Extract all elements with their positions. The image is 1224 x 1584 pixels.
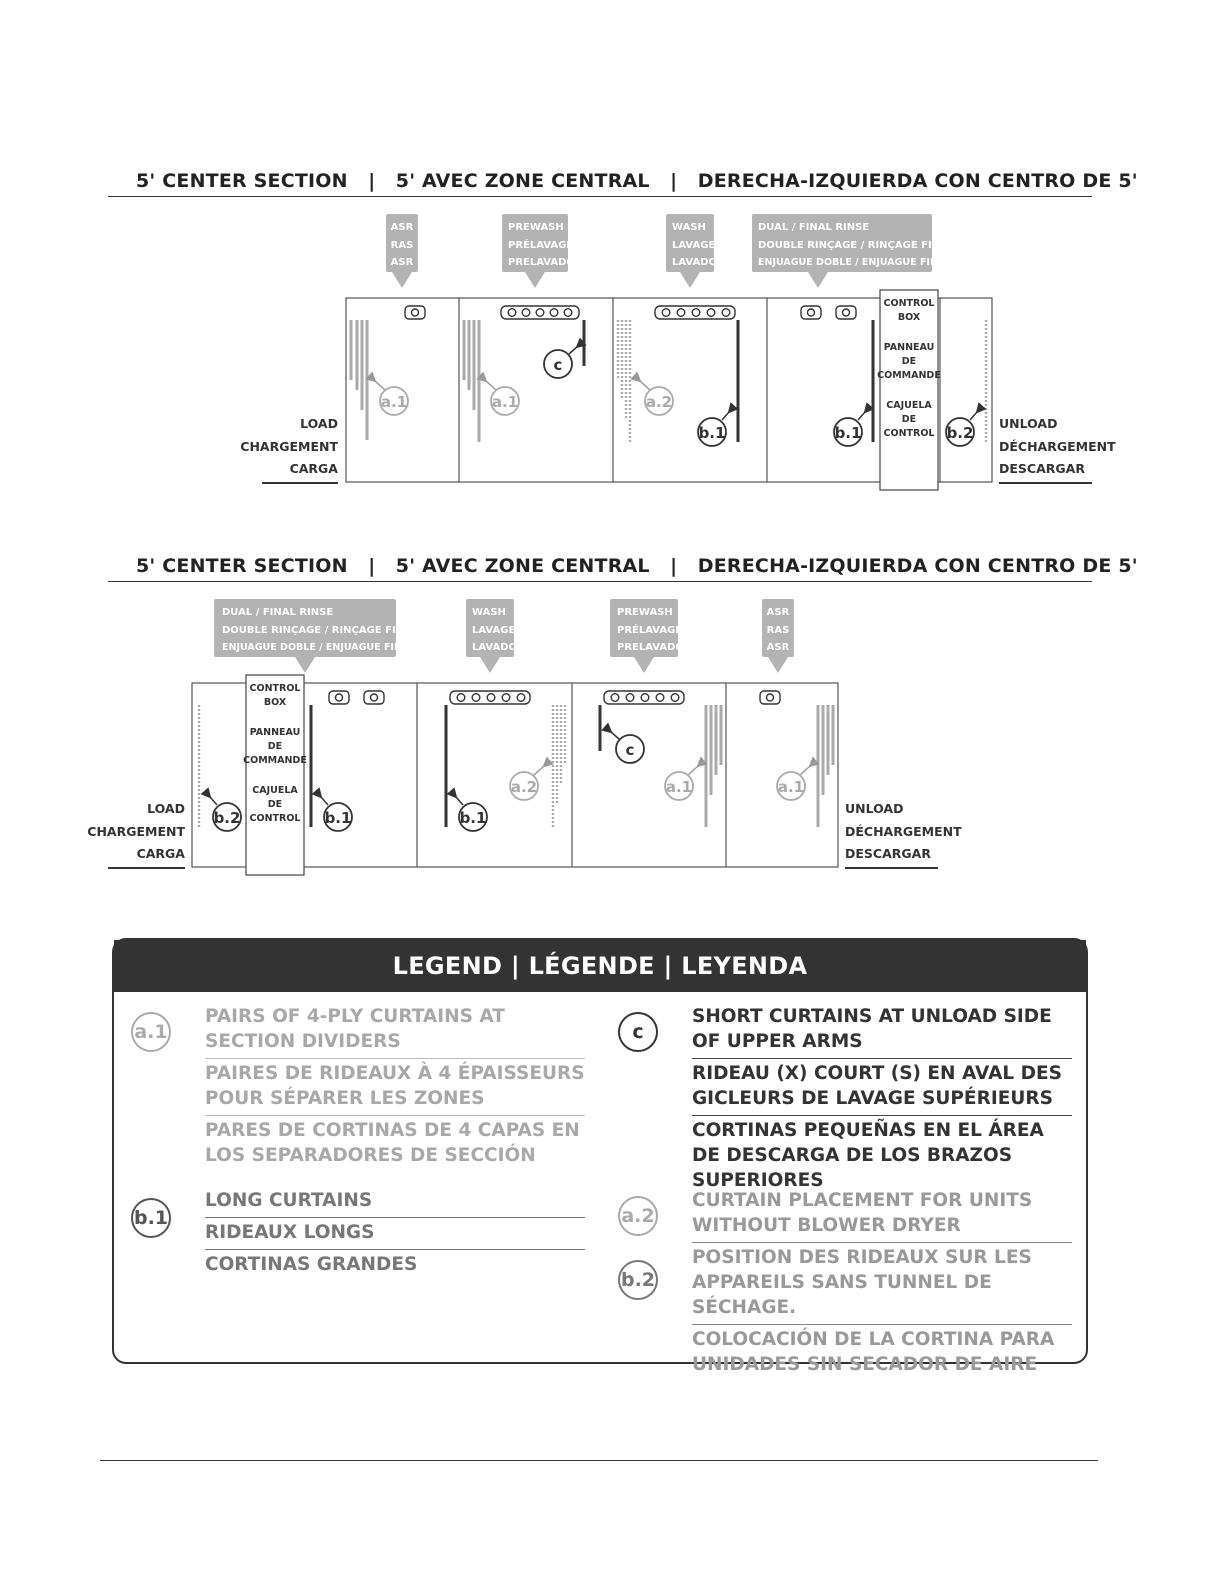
svg-text:BOX: BOX xyxy=(897,312,921,323)
svg-text:CARGA: CARGA xyxy=(289,461,338,476)
svg-text:CAJUELA: CAJUELA xyxy=(886,400,932,411)
svg-text:a.1: a.1 xyxy=(777,778,805,796)
svg-text:DE: DE xyxy=(901,414,917,425)
tag-line: WASH xyxy=(472,607,506,618)
diagram2 xyxy=(0,595,1224,885)
svg-text:b.2: b.2 xyxy=(946,424,974,442)
svg-text:CARGA: CARGA xyxy=(136,846,185,861)
tag-prewash xyxy=(502,214,575,288)
svg-text:CONTROL: CONTROL xyxy=(249,813,301,824)
legend-title: LEGEND | LÉGENDE | LEYENDA xyxy=(392,952,808,980)
diagram2-header xyxy=(108,555,1138,582)
diagram2-header-text: 5' CENTER SECTION | 5' AVEC ZONE CENTRAL | DERECHA-IZQUIERDA CON CENTRO DE 5' xyxy=(136,555,1138,577)
curtain-a1 xyxy=(351,320,367,440)
svg-text:c: c xyxy=(553,356,563,374)
svg-text:DE: DE xyxy=(267,741,283,752)
svg-text:b.1: b.1 xyxy=(834,424,862,442)
legend-a1-text xyxy=(205,1002,585,1172)
badge-b1 xyxy=(456,797,487,831)
badge-a1 xyxy=(777,766,810,800)
nozzle-arm-prewash xyxy=(604,691,684,704)
badge-a1 xyxy=(375,381,408,415)
svg-text:b.2: b.2 xyxy=(213,809,241,827)
legend-a2b2-text xyxy=(692,1186,1072,1381)
tag-line: PREWASH xyxy=(617,607,673,618)
svg-text:DESCARGAR: DESCARGAR xyxy=(999,461,1085,476)
legend-a1-fr: PAIRES DE RIDEAUX À 4 ÉPAISSEURS POUR SÉPARER LES ZONES xyxy=(205,1059,585,1116)
legend-a2b2-fr: POSITION DES RIDEAUX SUR LES APPAREILS SANS TUNNEL DE SÉCHAGE. xyxy=(692,1243,1072,1325)
svg-text:CAJUELA: CAJUELA xyxy=(252,785,298,796)
badge-c xyxy=(611,732,644,763)
svg-text:a.1: a.1 xyxy=(491,393,519,411)
legend-c-es: CORTINAS PEQUEÑAS EN EL ÁREA DE DESCARGA DE LOS BRAZOS SUPERIORES xyxy=(692,1120,1044,1191)
badge-b1 xyxy=(321,797,352,831)
nozzle-arm-rinse xyxy=(801,306,856,319)
unload-label xyxy=(845,801,962,861)
tag-line: ASR xyxy=(390,257,414,268)
tag-line: DOUBLE RINÇAGE / RINÇAGE FINAL xyxy=(222,625,419,636)
svg-text:CONTROL: CONTROL xyxy=(883,298,935,309)
badge-a2 xyxy=(640,381,673,415)
tag-prewash xyxy=(610,599,684,673)
badge-b1 xyxy=(698,412,729,446)
tag-line: ASR xyxy=(766,642,790,653)
tag-wash xyxy=(466,599,517,673)
nozzle-arm-wash xyxy=(450,691,530,704)
svg-text:DÉCHARGEMENT: DÉCHARGEMENT xyxy=(845,824,962,839)
svg-text:PANNEAU: PANNEAU xyxy=(249,727,301,738)
legend-badge-c: c xyxy=(618,1012,658,1052)
tag-line: WASH xyxy=(672,222,706,233)
svg-text:LOAD: LOAD xyxy=(300,416,338,431)
svg-text:b.1: b.1 xyxy=(698,424,726,442)
tag-line: PRELAVADO xyxy=(508,257,575,268)
legend-b1-es: CORTINAS GRANDES xyxy=(205,1254,418,1275)
footer-rule xyxy=(100,1460,1098,1461)
tag-line: ENJUAGUE DOBLE / ENJUAGUE FINAL xyxy=(758,257,952,268)
nozzle-arm-wash xyxy=(655,306,735,319)
tag-line: LAVADO xyxy=(672,257,718,268)
svg-text:DE: DE xyxy=(267,799,283,810)
svg-text:b.1: b.1 xyxy=(324,809,352,827)
curtain-a2 xyxy=(553,705,565,827)
svg-text:CHARGEMENT: CHARGEMENT xyxy=(87,824,185,839)
tag-line: PRELAVADO xyxy=(617,642,684,653)
legend-badge-a2: a.2 xyxy=(618,1196,658,1236)
svg-text:DESCARGAR: DESCARGAR xyxy=(845,846,931,861)
svg-text:DÉCHARGEMENT: DÉCHARGEMENT xyxy=(999,439,1116,454)
tag-line: RAS xyxy=(390,240,414,251)
nozzle-arm-single xyxy=(760,691,780,704)
badge-c xyxy=(544,347,577,378)
legend-badge-b1: b.1 xyxy=(131,1198,171,1238)
tag-final-rinse xyxy=(214,599,419,673)
svg-text:UNLOAD: UNLOAD xyxy=(845,801,904,816)
badge-a1 xyxy=(665,766,698,800)
nozzle-arm-prewash xyxy=(501,306,579,319)
curtain-a1 xyxy=(818,705,833,827)
tag-line: LAVAGE xyxy=(472,625,516,636)
curtain-a1 xyxy=(706,705,721,827)
load-label xyxy=(240,416,338,476)
legend-b1-en: LONG CURTAINS xyxy=(205,1186,585,1218)
tag-line: DOUBLE RINÇAGE / RINÇAGE FINAL xyxy=(758,240,955,251)
tag-final-rinse xyxy=(752,214,955,288)
legend-badge-a1: a.1 xyxy=(131,1012,171,1052)
svg-text:a.1: a.1 xyxy=(380,393,408,411)
tag-line: LAVAGE xyxy=(672,240,716,251)
svg-text:CONTROL: CONTROL xyxy=(249,683,301,694)
legend-a2b2-en: CURTAIN PLACEMENT FOR UNITS WITHOUT BLOWER DRYER xyxy=(692,1186,1072,1243)
svg-text:a.2: a.2 xyxy=(510,778,538,796)
diagram1 xyxy=(0,210,1224,500)
tag-line: PREWASH xyxy=(508,222,564,233)
tag-line: ENJUAGUE DOBLE / ENJUAGUE FINAL xyxy=(222,642,416,653)
svg-text:DE: DE xyxy=(901,356,917,367)
unload-label xyxy=(999,416,1116,476)
curtain-a2 xyxy=(618,320,630,442)
tag-asr xyxy=(762,599,794,673)
legend-c-text xyxy=(692,1002,1072,1197)
legend-a1-en: PAIRS OF 4-PLY CURTAINS AT SECTION DIVIDERS xyxy=(205,1002,585,1059)
tag-asr xyxy=(386,214,418,288)
legend-b1-fr: RIDEAUX LONGS xyxy=(205,1218,585,1250)
curtain-a1 xyxy=(464,320,479,442)
nozzle-arm-single xyxy=(405,306,425,319)
svg-text:CONTROL: CONTROL xyxy=(883,428,935,439)
svg-text:COMMANDE: COMMANDE xyxy=(877,370,941,381)
legend-a1-es: PARES DE CORTINAS DE 4 CAPAS EN LOS SEPARADORES DE SECCIÓN xyxy=(205,1120,580,1166)
svg-text:PANNEAU: PANNEAU xyxy=(883,342,935,353)
tag-line: DUAL / FINAL RINSE xyxy=(222,607,334,618)
legend xyxy=(112,938,1088,1375)
badge-b1 xyxy=(834,412,865,446)
diagram1-header xyxy=(108,170,1138,197)
load-label xyxy=(87,801,185,861)
legend-b1-text xyxy=(205,1186,585,1281)
svg-text:COMMANDE: COMMANDE xyxy=(243,755,307,766)
tag-line: PRÉLAVAGE xyxy=(617,625,683,636)
svg-text:CHARGEMENT: CHARGEMENT xyxy=(240,439,338,454)
badge-b2 xyxy=(210,797,241,831)
svg-text:b.1: b.1 xyxy=(459,809,487,827)
tag-line: ASR xyxy=(390,222,414,233)
svg-text:c: c xyxy=(625,741,635,759)
svg-text:LOAD: LOAD xyxy=(147,801,185,816)
nozzle-arm-rinse xyxy=(329,691,384,704)
tag-line: ASR xyxy=(766,607,790,618)
badge-b2 xyxy=(946,412,977,446)
legend-c-fr: RIDEAU (X) COURT (S) EN AVAL DES GICLEURS DE LAVAGE SUPÉRIEURS xyxy=(692,1059,1072,1116)
tag-line: PRÉLAVAGE xyxy=(508,240,574,251)
diagram1-header-text: 5' CENTER SECTION | 5' AVEC ZONE CENTRAL | DERECHA-IZQUIERDA CON CENTRO DE 5' xyxy=(136,170,1138,192)
tag-wash xyxy=(666,214,717,288)
legend-badge-b2: b.2 xyxy=(618,1260,658,1300)
tag-line: LAVADO xyxy=(472,642,518,653)
badge-a2 xyxy=(510,766,544,800)
svg-text:BOX: BOX xyxy=(263,697,287,708)
svg-text:UNLOAD: UNLOAD xyxy=(999,416,1058,431)
svg-text:a.2: a.2 xyxy=(645,393,673,411)
legend-header xyxy=(114,940,1086,992)
legend-a2b2-es: COLOCACIÓN DE LA CORTINA PARA UNIDADES SIN SECADOR DE AIRE xyxy=(692,1329,1055,1375)
legend-c-en: SHORT CURTAINS AT UNLOAD SIDE OF UPPER ARMS xyxy=(692,1002,1072,1059)
svg-text:a.1: a.1 xyxy=(665,778,693,796)
tag-line: DUAL / FINAL RINSE xyxy=(758,222,870,233)
tag-line: RAS xyxy=(766,625,790,636)
badge-a1 xyxy=(486,381,519,415)
